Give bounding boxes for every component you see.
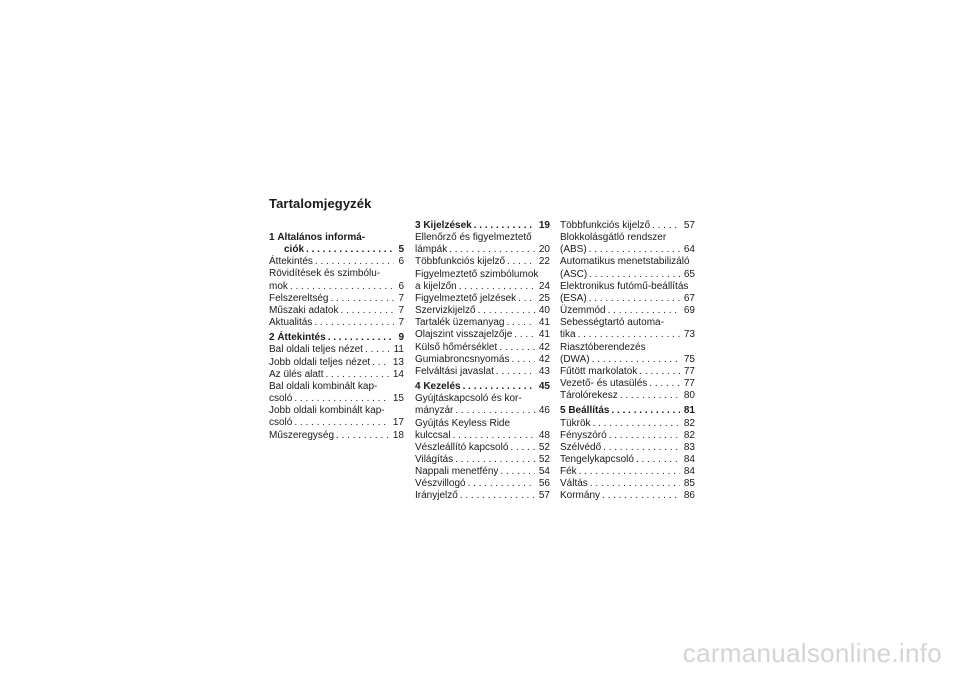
- toc-page-number: 82: [683, 429, 695, 441]
- toc-entry-text: Gumiabroncsnyomás: [415, 353, 510, 365]
- toc-entry[interactable]: [560, 442, 695, 454]
- toc-entry-text: csoló: [269, 393, 293, 405]
- toc-page-number: 7: [398, 304, 404, 316]
- toc-page-number: 7: [398, 317, 404, 329]
- toc-entry-text: Olajszint visszajelzője: [415, 329, 513, 341]
- toc-entry-text: Elektronikus futómű-beállítás: [560, 280, 689, 292]
- dot-leader: [637, 366, 680, 378]
- toc-entry-text: kulccsal: [415, 429, 451, 441]
- dot-leader: [457, 281, 535, 293]
- dot-leader: [587, 269, 680, 281]
- toc-page-number: 25: [538, 292, 550, 304]
- toc-page-number: 81: [683, 405, 695, 417]
- toc-entry-text: (ASC): [560, 268, 588, 280]
- toc-entry[interactable]: [415, 317, 550, 329]
- toc-entry[interactable]: [560, 317, 695, 341]
- toc-page-number: 7: [398, 292, 404, 304]
- toc-entry[interactable]: [560, 390, 695, 402]
- dot-leader: [476, 305, 535, 317]
- toc-page-number: 18: [392, 429, 404, 441]
- toc-entry-text: (ESA): [560, 292, 587, 304]
- toc-entry[interactable]: [560, 305, 695, 317]
- toc-entry-text: Sebességtartó automa-: [560, 317, 664, 329]
- toc-page-number: 43: [538, 365, 550, 377]
- page-title: Tartalomjegyzék: [269, 196, 372, 211]
- toc-entry-text: 3 Kijelzések: [415, 220, 472, 231]
- toc-entry[interactable]: [560, 430, 695, 442]
- toc-column-1: [269, 232, 404, 442]
- toc-entry-text: Vészvillogó: [415, 478, 466, 490]
- dot-leader: [587, 293, 680, 305]
- dot-leader: [576, 329, 680, 341]
- toc-entry-text: csoló: [269, 417, 293, 429]
- toc-column-2: [415, 220, 550, 503]
- toc-entry-text: 5 Beállítás: [560, 405, 610, 417]
- toc-entry[interactable]: [560, 232, 695, 256]
- dot-leader: [292, 417, 389, 429]
- dot-leader: [461, 381, 535, 393]
- toc-page-number: 5: [398, 244, 404, 256]
- toc-entry-text: Fényszóró: [560, 429, 607, 441]
- toc-entry[interactable]: [560, 281, 695, 305]
- toc-page-number: 77: [683, 365, 695, 377]
- toc-chapter[interactable]: [269, 232, 404, 256]
- toc-entry[interactable]: [415, 293, 550, 305]
- toc-entry-text: Kormány: [560, 490, 601, 502]
- toc-entry[interactable]: [560, 454, 695, 466]
- toc-entry[interactable]: [415, 256, 550, 268]
- dot-leader: [466, 478, 535, 490]
- toc-entry-text: Irányjelző: [415, 490, 458, 502]
- toc-entry-text: a kijelzőn: [415, 280, 457, 292]
- toc-page-number: 52: [538, 453, 550, 465]
- toc-page-number: 83: [683, 441, 695, 453]
- toc-entry-text: Többfunkciós kijelző: [415, 256, 506, 268]
- toc-page-number: 22: [538, 256, 550, 268]
- toc-page-number: 20: [538, 244, 550, 256]
- toc-entry[interactable]: [269, 317, 404, 329]
- toc-entry-text: Világítás: [415, 453, 454, 465]
- toc-entry-text: Fék: [560, 466, 577, 478]
- dot-leader: [288, 281, 395, 293]
- toc-page-number: 54: [538, 466, 550, 478]
- dot-leader: [447, 244, 535, 256]
- toc-entry-text: Többfunkciós kijelző: [560, 220, 651, 231]
- toc-page-number: 80: [683, 390, 695, 402]
- dot-leader: [451, 430, 535, 442]
- toc-chapter[interactable]: [415, 381, 550, 393]
- toc-entry[interactable]: [560, 478, 695, 490]
- toc-entry-text: Bal oldali teljes nézet: [269, 344, 363, 356]
- toc-page-number: 11: [393, 344, 404, 356]
- dot-leader: [312, 317, 394, 329]
- toc-entry-text: Felváltási javaslat: [415, 365, 494, 377]
- toc-entry-text: Szervizkijelző: [415, 305, 476, 317]
- toc-entry-text: ciók: [284, 244, 305, 256]
- toc-page-number: 13: [392, 356, 404, 368]
- toc-entry[interactable]: [269, 381, 404, 405]
- toc-entry[interactable]: [415, 354, 550, 366]
- toc-entry[interactable]: [415, 232, 550, 256]
- toc-entry-text: tika: [560, 329, 576, 341]
- toc-entry-text: Jobb oldali kombinált kap-: [269, 405, 385, 417]
- toc-page-number: 77: [683, 378, 695, 390]
- toc-entry-text: Felszereltség: [269, 292, 329, 304]
- toc-entry-text: Figyelmeztető jelzések: [415, 292, 517, 304]
- dot-leader: [363, 344, 390, 356]
- dot-leader: [600, 490, 680, 502]
- dot-leader: [590, 354, 680, 366]
- toc-page-number: 57: [683, 220, 695, 231]
- dot-leader: [647, 378, 680, 390]
- dot-leader: [494, 366, 535, 378]
- dot-leader: [634, 454, 680, 466]
- toc-entry[interactable]: [415, 269, 550, 293]
- dot-leader: [497, 342, 535, 354]
- toc-page-number: 52: [538, 441, 550, 453]
- toc-entry[interactable]: [415, 393, 550, 417]
- toc-page-number: 9: [398, 332, 404, 344]
- dot-leader: [650, 220, 680, 232]
- toc-entry-text: Nappali menetfény: [415, 466, 499, 478]
- toc-entry[interactable]: [415, 305, 550, 317]
- dot-leader: [453, 405, 535, 417]
- dot-leader: [453, 454, 535, 466]
- toc-entry[interactable]: [269, 256, 404, 268]
- toc-entry[interactable]: [269, 344, 404, 356]
- toc-entry-text: Váltás: [560, 478, 588, 490]
- toc-entry-text: Műszeregység: [269, 429, 335, 441]
- toc-entry-text: Bal oldali kombinált kap-: [269, 380, 378, 392]
- dot-leader: [458, 490, 535, 502]
- toc-page-number: 65: [683, 268, 695, 280]
- toc-entry-text: Üzemmód: [560, 305, 606, 317]
- toc-entry[interactable]: [415, 478, 550, 490]
- toc-page-number: 84: [683, 453, 695, 465]
- toc-page-number: 42: [538, 353, 550, 365]
- toc-entry[interactable]: [560, 342, 695, 366]
- dot-leader: [618, 390, 680, 402]
- dot-leader: [591, 418, 680, 430]
- toc-entry[interactable]: [269, 357, 404, 369]
- toc-page-number: 6: [398, 280, 404, 292]
- toc-entry[interactable]: [415, 490, 550, 502]
- toc-entry-text: Tengelykapcsoló: [560, 453, 634, 465]
- toc-page-number: 86: [683, 490, 695, 502]
- dot-leader: [606, 305, 680, 317]
- dot-leader: [601, 442, 680, 454]
- toc-chapter[interactable]: [269, 332, 404, 344]
- toc-entry-text: Tartalék üzemanyag: [415, 317, 505, 329]
- dot-leader: [505, 317, 535, 329]
- dot-leader: [577, 466, 680, 478]
- dot-leader: [472, 220, 535, 232]
- toc-page-number: 40: [538, 305, 550, 317]
- toc-entry-text: Tükrök: [560, 417, 591, 429]
- toc-entry-text: Szélvédő: [560, 441, 602, 453]
- dot-leader: [505, 256, 535, 268]
- toc-entry-text: Külső hőmérséklet: [415, 341, 498, 353]
- toc-page-number: 41: [538, 317, 550, 329]
- toc-entry-text: Vezető- és utasülés: [560, 378, 648, 390]
- toc-entry[interactable]: [269, 305, 404, 317]
- toc-entry-text: Automatikus menetstabilizáló: [560, 256, 690, 268]
- toc-entry-text: Ellenőrző és figyelmeztető: [415, 232, 532, 244]
- dot-leader: [609, 405, 679, 417]
- dot-leader: [334, 430, 389, 442]
- toc-page-number: 6: [398, 256, 404, 268]
- dot-leader: [587, 244, 680, 256]
- toc-entry[interactable]: [560, 466, 695, 478]
- toc-entry-text: 2 Áttekintés: [269, 332, 326, 344]
- toc-page-number: 46: [538, 405, 550, 417]
- toc-page-number: 85: [683, 478, 695, 490]
- dot-leader: [292, 393, 389, 405]
- toc-entry-text: Fűtött markolatok: [560, 365, 638, 377]
- dot-leader: [498, 466, 534, 478]
- dot-leader: [509, 354, 534, 366]
- toc-page-number: 73: [683, 329, 695, 341]
- toc-entry[interactable]: [560, 378, 695, 390]
- toc-entry-text: Jobb oldali teljes nézet: [269, 356, 371, 368]
- toc-entry[interactable]: [269, 369, 404, 381]
- toc-page-number: 48: [538, 429, 550, 441]
- dot-leader: [588, 478, 680, 490]
- toc-page-number: 64: [683, 244, 695, 256]
- toc-entry-text: (DWA): [560, 353, 590, 365]
- toc-entry[interactable]: [415, 418, 550, 442]
- toc-page-number: 19: [538, 220, 550, 231]
- toc-entry-text: lámpák: [415, 244, 448, 256]
- toc-entry[interactable]: [269, 293, 404, 305]
- dot-leader: [338, 305, 394, 317]
- toc-entry-text: mányzár: [415, 405, 454, 417]
- toc-entry[interactable]: [560, 256, 695, 280]
- toc-page-number: 24: [538, 280, 550, 292]
- toc-page-number: 56: [538, 478, 550, 490]
- toc-page-number: 15: [392, 393, 404, 405]
- toc-entry-text: Az ülés alatt: [269, 368, 324, 380]
- toc-page-number: 75: [683, 353, 695, 365]
- toc-entry-text: Gyújtáskapcsoló és kor-: [415, 393, 522, 405]
- toc-entry-text: Áttekintés: [269, 256, 313, 268]
- toc-entry-text: Figyelmeztető szimbólumok: [415, 268, 539, 280]
- dot-leader: [313, 256, 395, 268]
- toc-page-number: 57: [538, 490, 550, 502]
- toc-page-number: 45: [538, 381, 550, 393]
- toc-page-number: 42: [538, 341, 550, 353]
- toc-page-number: 14: [392, 368, 404, 380]
- dot-leader: [328, 293, 394, 305]
- dot-leader: [516, 293, 535, 305]
- toc-entry[interactable]: [415, 442, 550, 454]
- toc-entry[interactable]: [560, 418, 695, 430]
- toc-page-number: 17: [392, 417, 404, 429]
- toc-entry[interactable]: [415, 329, 550, 341]
- toc-entry-text: Aktualitás: [269, 317, 313, 329]
- toc-entry-text: 4 Kezelés: [415, 381, 461, 393]
- toc-column-3: [560, 220, 695, 503]
- toc-entry-text: Tárolórekesz: [560, 390, 618, 402]
- toc-entry[interactable]: [415, 466, 550, 478]
- toc-entry-text: Blokkolásgátló rendszer: [560, 232, 667, 244]
- toc-page-number: 67: [683, 292, 695, 304]
- toc-page-number: 82: [683, 417, 695, 429]
- toc-entry[interactable]: [560, 490, 695, 502]
- toc-entry[interactable]: [269, 430, 404, 442]
- toc-entry[interactable]: [560, 220, 695, 232]
- toc-entry-text: Riasztóberendezés: [560, 341, 646, 353]
- toc-chapter[interactable]: [560, 405, 695, 417]
- toc-entry[interactable]: [415, 454, 550, 466]
- toc-chapter[interactable]: [415, 220, 550, 232]
- toc-entry-text: Gyújtás Keyless Ride: [415, 417, 511, 429]
- dot-leader: [607, 430, 680, 442]
- toc-entry[interactable]: [269, 405, 404, 429]
- dot-leader: [508, 442, 534, 454]
- toc-page-number: 41: [538, 329, 550, 341]
- toc-entry-text: 1 Általános informá-: [269, 232, 366, 243]
- toc-entry-text: Műszaki adatok: [269, 304, 339, 316]
- toc-entry-text: Vészleállító kapcsoló: [415, 441, 509, 453]
- toc-entry[interactable]: [415, 342, 550, 354]
- dot-leader: [512, 329, 535, 341]
- dot-leader: [323, 369, 388, 381]
- dot-leader: [370, 357, 389, 369]
- toc-entry[interactable]: [415, 366, 550, 378]
- toc-page-number: 69: [683, 305, 695, 317]
- dot-leader: [304, 244, 394, 256]
- toc-entry-text: mok: [269, 280, 288, 292]
- toc-entry-text: (ABS): [560, 244, 587, 256]
- toc-page-number: 84: [683, 466, 695, 478]
- dot-leader: [326, 332, 395, 344]
- toc-entry[interactable]: [560, 366, 695, 378]
- watermark: carmanualsonline.info: [682, 638, 942, 668]
- toc-entry[interactable]: [269, 268, 404, 292]
- toc-entry-text: Rövidítések és szimbólu-: [269, 268, 381, 280]
